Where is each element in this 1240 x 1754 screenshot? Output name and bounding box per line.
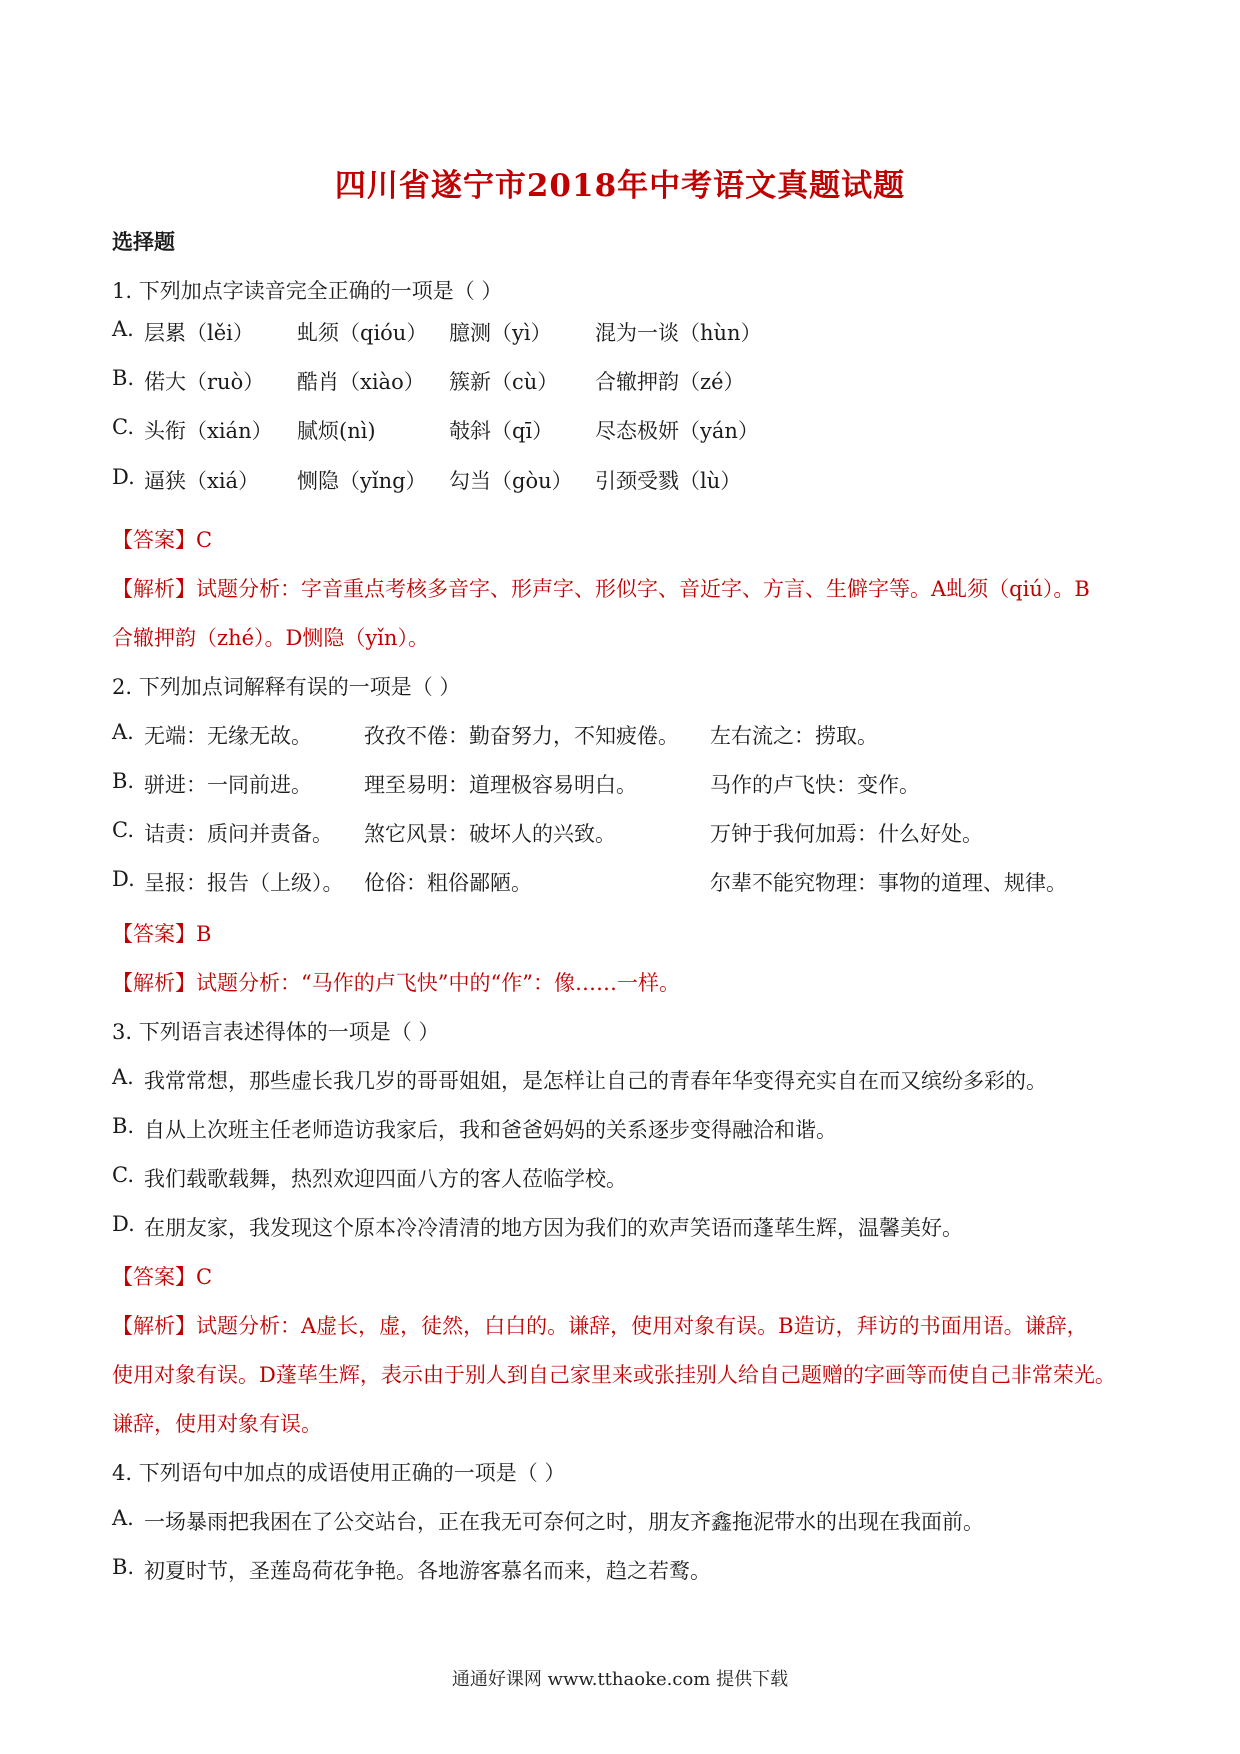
q2-analysis (112, 967, 680, 997)
analysis-tag: 【解析】 (112, 1314, 196, 1338)
option-item: 层累（lěi） (144, 321, 254, 345)
answer-tag: 【答案】 (112, 528, 196, 552)
option-item: 尔辈不能究物理：事物的道理、规律。 (710, 871, 1067, 895)
answer-value: C (196, 1265, 213, 1289)
option-item: 诘责：质问并责备。 (144, 822, 333, 846)
option-item: 理至易明：道理极容易明白。 (364, 773, 637, 797)
answer-tag: 【答案】 (112, 922, 196, 946)
option-item: 逼狭（xiá） (144, 469, 260, 493)
option-item: 左右流之：捞取。 (710, 724, 878, 748)
analysis-tag: 【解析】 (112, 971, 196, 995)
option-item: 攲斜（qī） (449, 419, 554, 443)
option-item: 无端：无缘无故。 (144, 724, 312, 748)
option-text: 自从上次班主任老师造访我家后，我和爸爸妈妈的关系逐步变得融洽和谐。 (144, 1118, 837, 1142)
option-item: 偌大（ruò） (144, 370, 265, 394)
page-footer: 通通好课网 www.tthaoke.com 提供下载 (451, 1669, 789, 1690)
option-item: 万钟于我何加焉：什么好处。 (710, 822, 983, 846)
option-label: C. (112, 1163, 134, 1187)
option-item: 呈报：报告（上级）。 (144, 871, 344, 895)
option-label: A. (112, 1506, 134, 1530)
section-heading: 选择题 (112, 229, 175, 254)
q2-answer (112, 918, 211, 948)
option-item: 臆测（yì） (449, 321, 552, 345)
option-text: 我常常想，那些虚长我几岁的哥哥姐姐，是怎样让自己的青春年华变得充实自在而又缤纷多彩的。 (144, 1069, 1047, 1093)
option-item: 马作的卢飞快：变作。 (710, 773, 920, 797)
option-item: 尽态极妍（yán） (595, 419, 759, 443)
analysis-tag: 【解析】 (112, 577, 196, 601)
option-label: A. (112, 720, 134, 744)
analysis-text: 试题分析：A虚长，虚，徒然，白白的。谦辞，使用对象有误。B造访，拜访的书面用语。谦辞， (196, 1314, 1088, 1338)
option-item: 孜孜不倦：勤奋努力，不知疲倦。 (364, 724, 679, 748)
option-item: 骈进：一同前进。 (144, 773, 312, 797)
option-item: 伧俗：粗俗鄙陋。 (364, 871, 532, 895)
answer-value: C (196, 528, 213, 552)
option-label: D. (112, 867, 135, 891)
answer-tag: 【答案】 (112, 1265, 196, 1289)
option-label: C. (112, 818, 134, 842)
option-text: 初夏时节，圣莲岛荷花争艳。各地游客慕名而来，趋之若鹜。 (144, 1559, 711, 1583)
q3-analysis-line-3: 谦辞，使用对象有误。 (112, 1412, 322, 1436)
question-4-stem: 4. 下列语句中加点的成语使用正确的一项是（ ） (112, 1461, 566, 1485)
option-item: 勾当（gòu） (449, 469, 573, 493)
option-text: 一场暴雨把我困在了公交站台，正在我无可奈何之时，朋友齐鑫拖泥带水的出现在我面前。 (144, 1510, 984, 1534)
question-2-stem: 2. 下列加点词解释有误的一项是（ ） (112, 675, 461, 699)
q3-analysis-line-1 (112, 1310, 1088, 1340)
option-label: B. (112, 1114, 135, 1138)
option-label: B. (112, 769, 135, 793)
option-label: B. (112, 366, 135, 390)
option-item: 酷肖（xiào） (297, 370, 425, 394)
option-label: A. (112, 1065, 134, 1089)
option-item: 合辙押韵（zé） (595, 370, 745, 394)
answer-value: B (196, 922, 212, 946)
document-title: 四川省遂宁市2018年中考语文真题试题 (334, 168, 906, 204)
option-item: 引颈受戮（lù） (595, 469, 742, 493)
option-item: 虬须（qióu） (297, 321, 428, 345)
analysis-text: 试题分析：“马作的卢飞快”中的“作”：像……一样。 (196, 971, 680, 995)
option-label: B. (112, 1555, 135, 1579)
question-1-stem: 1. 下列加点字读音完全正确的一项是（ ） (112, 279, 503, 303)
option-item: 簇新（cù） (449, 370, 559, 394)
analysis-text: 试题分析：字音重点考核多音字、形声字、形似字、音近字、方言、生僻字等。A虬须（qiú）。B (196, 577, 1090, 601)
option-item: 恻隐（yǐng） (297, 469, 427, 493)
option-text: 在朋友家，我发现这个原本冷冷清清的地方因为我们的欢声笑语而蓬荜生辉，温馨美好。 (144, 1216, 963, 1240)
q1-analysis-line-2: 合辙押韵（zhé）。D恻隐（yǐn）。 (112, 626, 429, 650)
q1-answer (112, 524, 212, 554)
option-label: D. (112, 465, 135, 489)
option-label: C. (112, 415, 134, 439)
option-label: A. (112, 317, 134, 341)
option-item: 混为一谈（hùn） (595, 321, 762, 345)
option-item: 腻烦(nì) (297, 419, 376, 443)
q3-analysis-line-2: 使用对象有误。D蓬荜生辉，表示由于别人到自己家里来或张挂别人给自己题赠的字画等而使自己非常荣光。 (112, 1363, 1116, 1387)
option-text: 我们载歌载舞，热烈欢迎四面八方的客人莅临学校。 (144, 1167, 627, 1191)
option-item: 头衔（xián） (144, 419, 273, 443)
option-item: 煞它风景：破坏人的兴致。 (364, 822, 616, 846)
question-3-stem: 3. 下列语言表述得体的一项是（ ） (112, 1020, 440, 1044)
q1-analysis-line-1 (112, 573, 1090, 603)
q3-answer (112, 1261, 212, 1291)
option-label: D. (112, 1212, 135, 1236)
